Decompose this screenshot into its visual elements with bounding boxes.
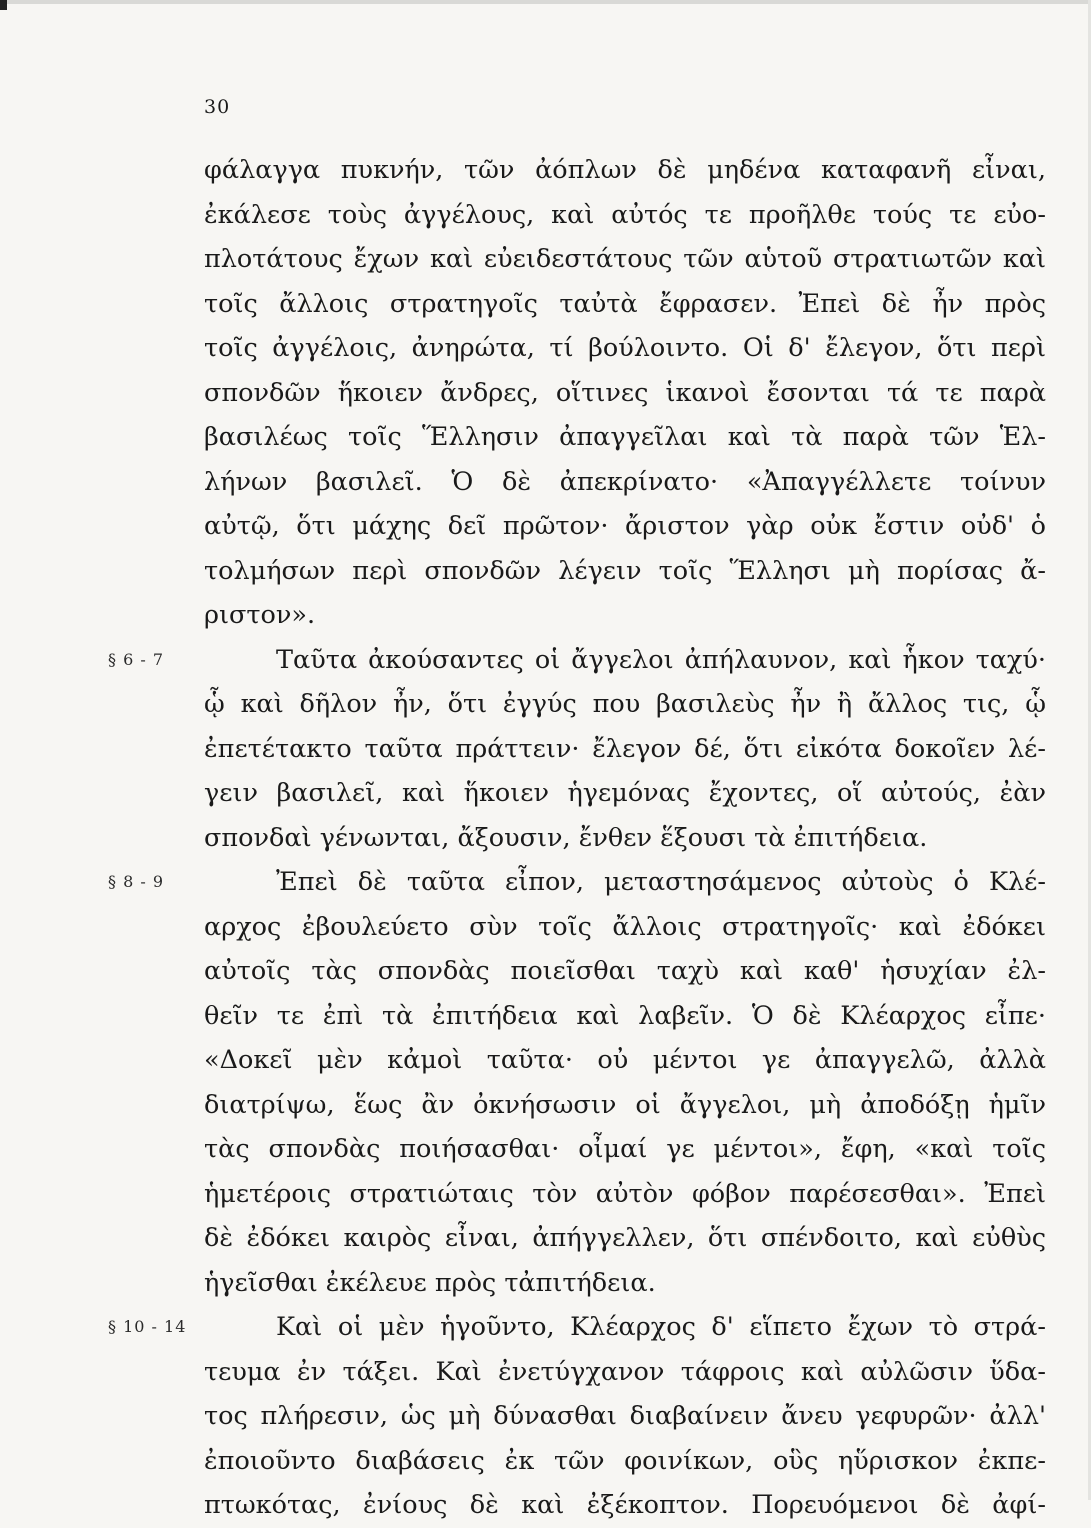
- text-line: [108, 638, 1046, 683]
- text-line: [204, 1083, 1046, 1128]
- text-line: [108, 1305, 1046, 1350]
- text-line: [204, 237, 1046, 282]
- line-text: φάλαγγα πυκνήν, τῶν ἀόπλων δὲ μηδένα καταφανῆ εἶναι,: [204, 155, 1046, 185]
- line-text: τευμα ἐν τάξει. Καὶ ἐνετύγχανον τάφροις καὶ αὐλῶσιν ὕδα-: [204, 1356, 1046, 1387]
- line-text: θεῖν τε ἐπὶ τὰ ἐπιτήδεια καὶ λαβεῖν. Ὁ δὲ Κλέαρχος εἶπε·: [204, 1000, 1046, 1031]
- line-text: ᾧ καὶ δῆλον ἦν, ὅτι ἐγγύς που βασιλεὺς ἦν ἢ ἄλλος τις, ᾧ: [204, 689, 1046, 719]
- line-text: βασιλέως τοῖς Ἕλλησιν ἀπαγγεῖλαι καὶ τὰ παρὰ τῶν Ἑλ-: [204, 422, 1046, 452]
- line-text: ἡγεῖσθαι ἐκέλευε πρὸς τἀπιτήδεια.: [204, 1267, 656, 1298]
- line-text: ἐπετέτακτο ταῦτα πράττειν· ἔλεγον δέ, ὅτι εἰκότα δοκοῖεν λέ-: [204, 733, 1046, 764]
- text-line: [204, 727, 1046, 772]
- text-line: [204, 949, 1046, 994]
- line-text: σπονδαὶ γένωνται, ἄξουσιν, ἔνθεν ἕξουσι τὰ ἐπιτήδεια.: [204, 822, 928, 853]
- line-text: αὐτῷ, ὅτι μάχης δεῖ πρῶτον· ἄριστον γὰρ οὐκ ἔστιν οὐδ' ὁ: [204, 511, 1046, 541]
- text-line: [204, 193, 1046, 238]
- line-text: τολμήσων περὶ σπονδῶν λέγειν τοῖς Ἕλλησι μὴ πορίσας ἄ-: [204, 555, 1046, 586]
- line-text: αὐτοῖς τὰς σπονδὰς ποιεῖσθαι ταχὺ καὶ καθ' ἡσυχίαν ἐλ-: [204, 956, 1046, 986]
- text-line: [204, 771, 1046, 816]
- text-line: [204, 1439, 1046, 1484]
- line-text: ριστον».: [204, 600, 316, 630]
- page-number: 30: [204, 96, 231, 118]
- line-text: ἐποιοῦντο διαβάσεις ἐκ τῶν φοινίκων, οὓς ηὕρισκον ἐκπε-: [204, 1445, 1046, 1476]
- text-line: [204, 1127, 1046, 1172]
- text-line: [204, 1483, 1046, 1528]
- text-line: [204, 1172, 1046, 1217]
- text-line: [204, 148, 1046, 193]
- text-line: [204, 326, 1046, 371]
- text-line: [204, 593, 1046, 638]
- text-line: [204, 504, 1046, 549]
- line-text: πλοτάτους ἔχων καὶ εὐειδεστάτους τῶν αὑτοῦ στρατιωτῶν καὶ: [204, 244, 1046, 274]
- line-text: ἡμετέροις στρατιώταις τὸν αὐτὸν φόβον παρέσεσθαι». Ἐπεὶ: [204, 1178, 1046, 1209]
- line-text: τος πλήρεσιν, ὡς μὴ δύνασθαι διαβαίνειν ἄνευ γεφυρῶν· ἀλλ': [204, 1401, 1046, 1431]
- text-line: [204, 1261, 1046, 1306]
- text-line: [204, 282, 1046, 327]
- text-line: [204, 816, 1046, 861]
- text-line: [204, 1350, 1046, 1395]
- line-text: Καὶ οἱ μὲν ἡγοῦντο, Κλέαρχος δ' εἵπετο ἔχων τὸ στρά-: [276, 1312, 1046, 1342]
- line-text: τοῖς ἄλλοις στρατηγοῖς ταὐτὰ ἔφρασεν. Ἐπεὶ δὲ ἦν πρὸς: [204, 288, 1046, 319]
- text-line: [204, 1394, 1046, 1439]
- line-text: γειν βασιλεῖ, καὶ ἥκοιεν ἡγεμόνας ἔχοντες, οἵ αὐτούς, ἐὰν: [204, 778, 1046, 808]
- text-line: [204, 905, 1046, 950]
- line-text: «Δοκεῖ μὲν κἀμοὶ ταῦτα· οὐ μέντοι γε ἀπαγγελῶ, ἀλλὰ: [204, 1045, 1046, 1075]
- text-line: [204, 1216, 1046, 1261]
- line-text: διατρίψω, ἕως ἂν ὀκνήσωσιν οἱ ἄγγελοι, μὴ ἀποδόξῃ ἡμῖν: [204, 1089, 1046, 1120]
- line-text: ἐκάλεσε τοὺς ἀγγέλους, καὶ αὐτός τε προῆλθε τούς τε εὐο-: [204, 199, 1046, 230]
- scan-corner-mark: [0, 0, 7, 10]
- text-line: [108, 860, 1046, 905]
- line-text: τὰς σπονδὰς ποιήσασθαι· οἶμαί γε μέντοι», ἔφη, «καὶ τοῖς: [204, 1134, 1046, 1164]
- line-text: λήνων βασιλεῖ. Ὁ δὲ ἀπεκρίνατο· «Ἀπαγγέλλετε τοίνυν: [204, 466, 1046, 497]
- text-line: [204, 1038, 1046, 1083]
- body-text: [108, 148, 1046, 1528]
- line-text: δὲ ἐδόκει καιρὸς εἶναι, ἀπήγγελλεν, ὅτι σπένδοιτο, καὶ εὐθὺς: [204, 1223, 1046, 1253]
- text-line: [204, 682, 1046, 727]
- text-line: [204, 549, 1046, 594]
- text-line: [204, 371, 1046, 416]
- line-text: αρχος ἐβουλεύετο σὺν τοῖς ἄλλοις στρατηγοῖς· καὶ ἐδόκει: [204, 911, 1046, 942]
- section-marker: § 6 - 7: [108, 649, 165, 669]
- text-line: [204, 460, 1046, 505]
- line-text: σπονδῶν ἥκοιεν ἄνδρες, οἵτινες ἱκανοὶ ἔσονται τά τε παρὰ: [204, 377, 1046, 408]
- line-text: Ταῦτα ἀκούσαντες οἱ ἄγγελοι ἀπήλαυνον, καὶ ἧκον ταχύ·: [276, 644, 1046, 675]
- text-line: [204, 994, 1046, 1039]
- scan-edge: [0, 0, 1091, 4]
- section-marker: § 8 - 9: [108, 872, 165, 891]
- section-marker: § 10 - 14: [108, 1317, 187, 1336]
- line-text: πτωκότας, ἐνίους δὲ καὶ ἐξέκοπτον. Πορευόμενοι δὲ ἀφί-: [204, 1490, 1046, 1520]
- line-text: Ἐπεὶ δὲ ταῦτα εἶπον, μεταστησάμενος αὐτοὺς ὁ Κλέ-: [276, 867, 1046, 897]
- text-line: [204, 415, 1046, 460]
- line-text: τοῖς ἀγγέλοις, ἀνηρώτα, τί βούλοιντο. Οἱ δ' ἔλεγον, ὅτι περὶ: [204, 333, 1046, 363]
